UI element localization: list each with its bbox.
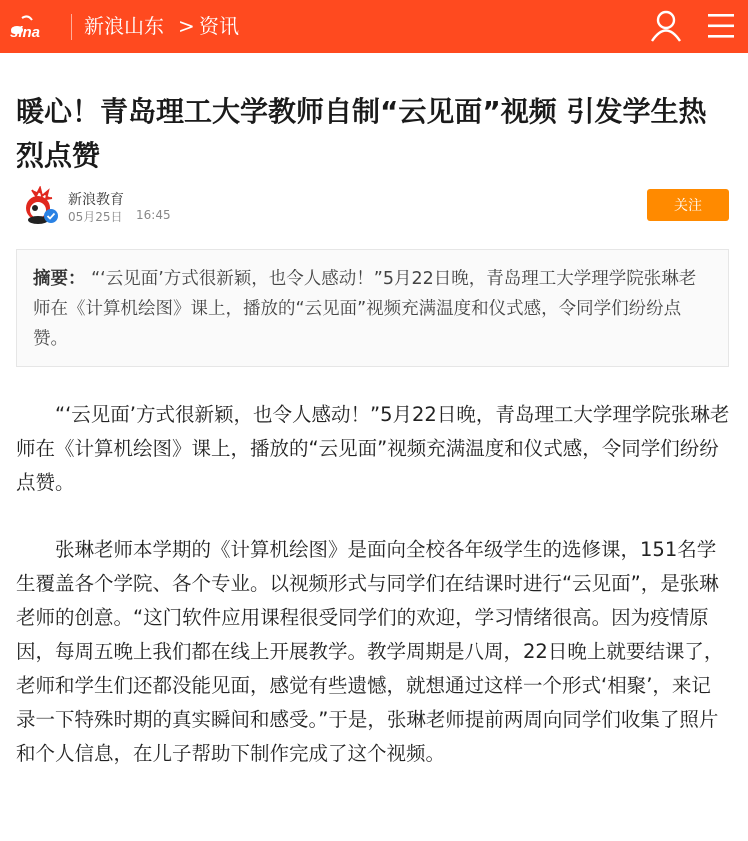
author-avatar[interactable] [18,186,60,226]
summary-text: “‘云见面’方式很新颖，也令人感动！”5月22日晚，青岛理工大学理学院张琳老师在《计算机绘图》课上，播放的“云见面”视频充满温度和仪式感，令同学们纷纷点赞。 [33,269,697,349]
menu-icon [704,9,738,43]
header-divider [71,14,72,40]
user-button[interactable] [648,8,684,44]
sina-logo[interactable] [8,10,50,42]
breadcrumb-section[interactable]: 资讯 [199,14,239,38]
summary-label: 摘要： [33,269,86,289]
publish-time: 16:45 [136,208,171,222]
top-bar [0,0,748,53]
article-paragraph: 张琳老师本学期的《计算机绘图》是面向全校各年级学生的选修课，151名学生覆盖各个学院、各个专业。以视频形式与同学们在结课时进行“云见面”，是张琳老师的创意。“这门软件应用课程很受同学们的欢迎，学习情绪很高。因为疫情原因，每周五晚上我们都在线上开展教学。教学周期是八周，22日晚上就要结课了，老师和学生们还都没能见面，感觉有些遗憾，就想通过这样一个形式‘相聚’，来记录一下特殊时期的真实瞬间和感受。”于是，张琳老师提前两周向同学们收集了照片和个人信息，在儿子帮助下制作完成了这个视频。 [16,538,724,765]
article-title: 暖心！青岛理工大学教师自制“云见面”视频 引发学生热烈点赞 [16,95,707,172]
summary-box [16,249,729,367]
article-paragraph: “‘云见面’方式很新颖，也令人感动！”5月22日晚，青岛理工大学理学院张琳老师在《计算机绘图》课上，播放的“云见面”视频充满温度和仪式感，令同学们纷纷点赞。 [16,403,730,494]
follow-button[interactable]: 关注 [647,189,729,221]
breadcrumb-separator: > [178,14,195,38]
logo-wordmark: sina [10,24,41,41]
breadcrumb-channel[interactable]: 新浪山东 [84,14,164,38]
publish-date: 05月25日 [68,210,123,224]
menu-button[interactable] [704,9,738,43]
verified-badge-icon [44,209,58,223]
user-icon [648,8,684,44]
author-name[interactable]: 新浪教育 [68,192,124,208]
